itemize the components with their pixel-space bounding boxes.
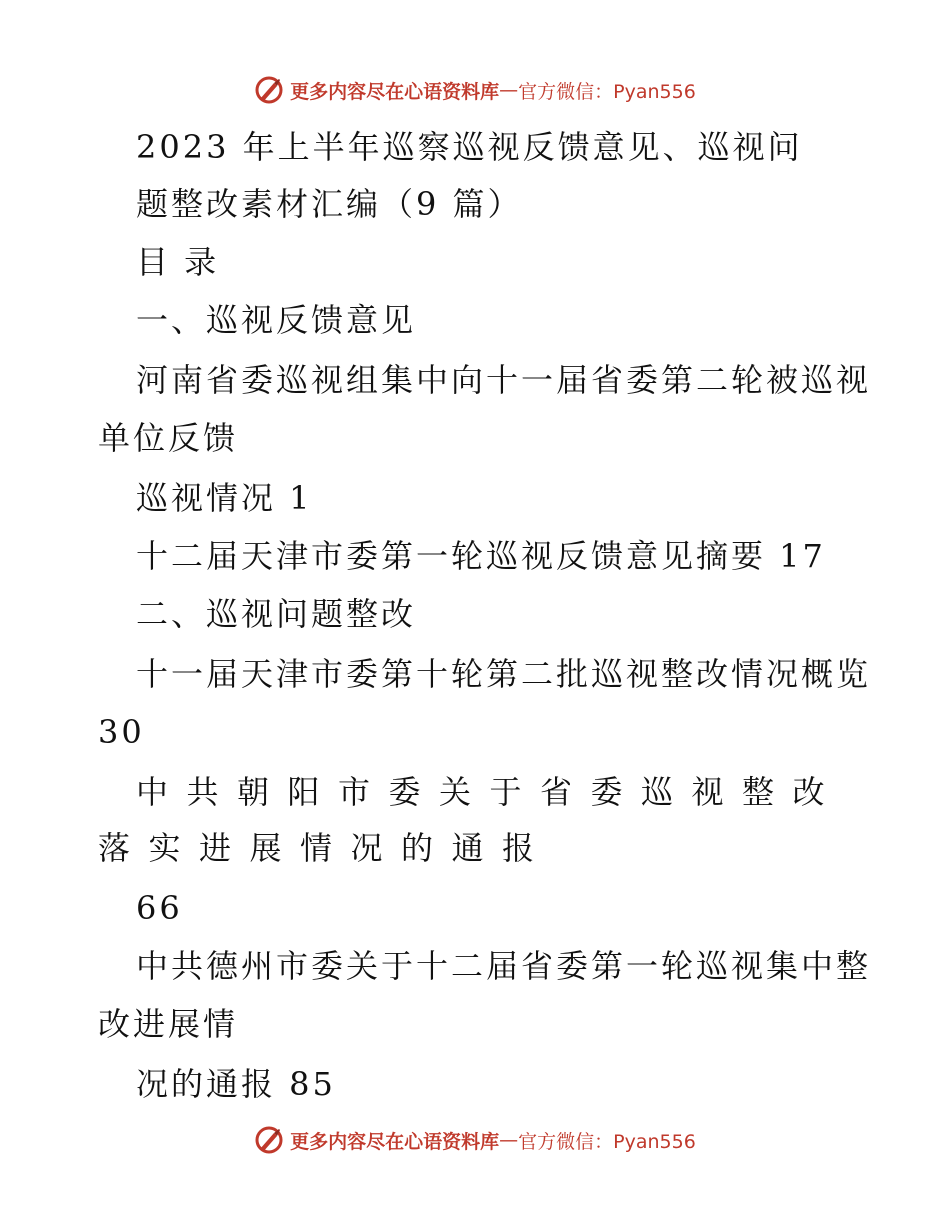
- toc-item-5-line-1: 中共德州市委关于十二届省委第一轮巡视集中整: [136, 947, 872, 985]
- header-watermark: [0, 70, 950, 110]
- toc-item-3-line-1: 十一届天津市委第十轮第二批巡视整改情况概览: [136, 655, 872, 693]
- toc-item-1-line-1: 河南省委巡视组集中向十一届省委第二轮被巡视: [136, 361, 872, 399]
- toc-item-5-line-3: 况的通报 85: [136, 1065, 336, 1103]
- toc-section-2: 二、巡视问题整改: [136, 595, 417, 633]
- watermark-main-text: 更多内容尽在心语资料库: [290, 1130, 500, 1153]
- watermark-main-text: 更多内容尽在心语资料库: [290, 80, 500, 103]
- watermark-wechat-text: 官方微信：Pyan556: [518, 80, 696, 103]
- toc-item-2: 十二届天津市委第一轮巡视反馈意见摘要 17: [136, 537, 826, 575]
- footer-watermark: [0, 1120, 950, 1160]
- watermark-wechat-text: 官方微信：Pyan556: [518, 1130, 696, 1153]
- doc-title-line-2: 题整改素材汇编（9 篇）: [136, 185, 523, 223]
- toc-item-4-line-1: 中共朝阳市委关于省委巡视整改: [136, 773, 844, 811]
- toc-item-5-line-2: 改进展情: [98, 1005, 239, 1043]
- toc-item-4-line-2: 落实进展情况的通报: [98, 829, 553, 867]
- toc-item-3-line-2: 30: [98, 713, 145, 751]
- watermark-separator: —: [499, 1129, 519, 1151]
- doc-title-line-1: 2023 年上半年巡察巡视反馈意见、巡视问: [136, 128, 803, 166]
- toc-heading: 目 录: [136, 243, 220, 281]
- watermark-separator: —: [499, 79, 519, 101]
- quill-logo-icon: [254, 1125, 284, 1155]
- toc-item-1-line-3: 巡视情况 1: [136, 479, 313, 517]
- toc-item-4-line-3: 66: [136, 889, 183, 927]
- quill-logo-icon: [254, 75, 284, 105]
- toc-item-1-line-2: 单位反馈: [98, 419, 239, 457]
- toc-section-1: 一、巡视反馈意见: [136, 301, 417, 339]
